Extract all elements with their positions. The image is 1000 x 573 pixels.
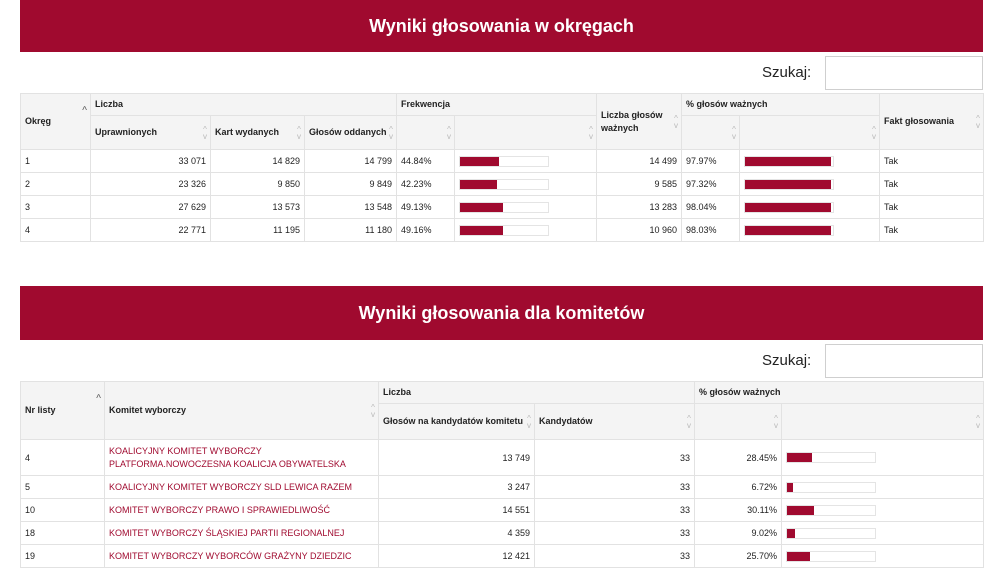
- komitet-link[interactable]: KOMITET WYBORCZY WYBORCÓW GRAŻYNY DZIEDZIC: [109, 550, 352, 561]
- progress-bar-fill: [460, 203, 503, 212]
- progress-bar: [459, 156, 549, 167]
- sort-icon: ^ v: [297, 124, 301, 141]
- frekwencja-cell: 42.23%: [397, 173, 455, 196]
- uprawnionych-cell: 33 071: [91, 150, 211, 173]
- bar-cell: [782, 440, 984, 476]
- col-group-proc-waznych: % głosów ważnych: [695, 382, 984, 404]
- col-komitet[interactable]: Komitet wyborczy ^ v: [105, 382, 379, 440]
- progress-bar-fill: [460, 226, 503, 235]
- progress-bar: [459, 202, 549, 213]
- uprawnionych-cell: 23 326: [91, 173, 211, 196]
- sort-icon: ^ v: [976, 413, 981, 430]
- progress-bar-fill: [460, 157, 499, 166]
- wazne-cell: 13 283: [597, 196, 682, 219]
- col-group-liczba: Liczba: [379, 382, 695, 404]
- proc-cell: 97.32%: [682, 173, 740, 196]
- bar-cell: [782, 499, 984, 522]
- wazne-cell: 9 585: [597, 173, 682, 196]
- col-group-frekwencja: Frekwencja: [397, 94, 597, 116]
- col-fakt[interactable]: Fakt głosowania ^ v: [880, 94, 984, 150]
- col-uprawnionych[interactable]: Uprawnionych ^ v: [91, 116, 211, 150]
- progress-bar: [786, 528, 876, 539]
- nr-listy-cell: 18: [21, 522, 105, 545]
- progress-bar: [459, 179, 549, 190]
- fakt-cell: Tak: [880, 219, 984, 242]
- bar-cell: [740, 173, 880, 196]
- sort-icon: ^ v: [389, 124, 394, 141]
- progress-bar-fill: [787, 453, 812, 462]
- progress-bar-fill: [460, 180, 497, 189]
- sort-icon: ^ v: [872, 124, 877, 141]
- table-row: [21, 440, 984, 476]
- progress-bar: [786, 505, 876, 516]
- table-row: [21, 499, 984, 522]
- sort-icon: ^ v: [589, 124, 594, 141]
- sort-icon: ^ v: [371, 402, 375, 419]
- col-glosow[interactable]: Głosów oddanych ^ v: [305, 116, 397, 150]
- glosow-cell: 13 749: [379, 440, 535, 476]
- section-title-okregi: Wyniki głosowania w okręgach: [20, 0, 983, 52]
- nr-listy-cell: 4: [21, 440, 105, 476]
- kart-cell: 13 573: [211, 196, 305, 219]
- progress-bar: [744, 156, 834, 167]
- glosow-cell: 14 799: [305, 150, 397, 173]
- kandydatow-cell: 33: [535, 476, 695, 499]
- glosow-cell: 12 421: [379, 545, 535, 568]
- komitet-link[interactable]: KOMITET WYBORCZY ŚLĄSKIEJ PARTII REGIONALNEJ: [109, 527, 345, 538]
- bar-cell: [455, 173, 597, 196]
- proc-cell: 6.72%: [695, 476, 782, 499]
- sort-icon: ^ v: [527, 413, 531, 430]
- col-frekwencja-value[interactable]: [397, 116, 455, 150]
- col-proc-bar[interactable]: [782, 404, 984, 440]
- progress-bar-fill: [745, 180, 831, 189]
- nr-listy-cell: 19: [21, 545, 105, 568]
- sort-icon: ^ v: [447, 124, 452, 141]
- col-nr-listy[interactable]: Nr listy ^: [21, 382, 105, 440]
- col-proc-bar[interactable]: [740, 116, 880, 150]
- frekwencja-cell: 49.13%: [397, 196, 455, 219]
- glosow-cell: 14 551: [379, 499, 535, 522]
- sort-icon: ^ v: [687, 413, 692, 430]
- sort-icon: ^ v: [732, 124, 737, 141]
- kandydatow-cell: 33: [535, 522, 695, 545]
- table-row: [21, 476, 984, 499]
- col-okreg[interactable]: Okręg ^: [21, 94, 91, 150]
- sort-icon: ^ v: [203, 124, 207, 141]
- sort-icon: ^ v: [976, 113, 981, 130]
- frekwencja-cell: 44.84%: [397, 150, 455, 173]
- search-row-okregi: [0, 56, 983, 90]
- search-row-komitety: [0, 344, 983, 378]
- nr-listy-cell: 5: [21, 476, 105, 499]
- col-kart[interactable]: Kart wydanych ^ v: [211, 116, 305, 150]
- sort-ascending-icon: ^: [96, 393, 101, 405]
- wazne-cell: 14 499: [597, 150, 682, 173]
- bar-cell: [740, 150, 880, 173]
- sort-icon: ^ v: [774, 413, 779, 430]
- kart-cell: 11 195: [211, 219, 305, 242]
- bar-cell: [455, 219, 597, 242]
- section-title-komitety: Wyniki głosowania dla komitetów: [20, 286, 983, 340]
- proc-cell: 28.45%: [695, 440, 782, 476]
- col-proc-value[interactable]: [682, 116, 740, 150]
- search-label: Szukaj:: [762, 64, 812, 81]
- progress-bar-fill: [787, 506, 813, 515]
- proc-cell: 97.97%: [682, 150, 740, 173]
- progress-bar: [744, 202, 834, 213]
- bar-cell: [455, 196, 597, 219]
- proc-cell: 30.11%: [695, 499, 782, 522]
- bar-cell: [740, 196, 880, 219]
- col-frekwencja-bar[interactable]: [455, 116, 597, 150]
- uprawnionych-cell: 27 629: [91, 196, 211, 219]
- komitet-link[interactable]: KOALICYJNY KOMITET WYBORCZY SLD LEWICA RAZEM: [109, 481, 353, 492]
- wazne-cell: 10 960: [597, 219, 682, 242]
- table-row: [21, 522, 984, 545]
- okreg-cell: 4: [21, 219, 91, 242]
- progress-bar: [744, 179, 834, 190]
- progress-bar-fill: [745, 203, 831, 212]
- progress-bar: [786, 482, 876, 493]
- proc-cell: 98.03%: [682, 219, 740, 242]
- col-kandydatow[interactable]: Kandydatów ^ v: [535, 404, 695, 440]
- progress-bar-fill: [745, 157, 831, 166]
- progress-bar: [786, 551, 876, 562]
- table-row: [21, 219, 984, 242]
- col-group-liczba: Liczba: [91, 94, 397, 116]
- progress-bar-fill: [787, 529, 795, 538]
- progress-bar-fill: [745, 226, 831, 235]
- bar-cell: [740, 219, 880, 242]
- okreg-cell: 2: [21, 173, 91, 196]
- kandydatow-cell: 33: [535, 440, 695, 476]
- komitet-cell: [105, 522, 379, 545]
- table-row: [21, 196, 984, 219]
- sort-ascending-icon: ^: [82, 105, 87, 116]
- okreg-cell: 3: [21, 196, 91, 219]
- uprawnionych-cell: 22 771: [91, 219, 211, 242]
- bar-cell: [782, 476, 984, 499]
- search-input-komitety[interactable]: [825, 344, 983, 378]
- col-group-proc-waznych: % głosów ważnych: [682, 94, 880, 116]
- bar-cell: [455, 150, 597, 173]
- progress-bar-fill: [787, 552, 810, 561]
- search-label: Szukaj:: [762, 352, 812, 369]
- kart-cell: 14 829: [211, 150, 305, 173]
- okreg-cell: 1: [21, 150, 91, 173]
- glosow-cell: 11 180: [305, 219, 397, 242]
- fakt-cell: Tak: [880, 150, 984, 173]
- col-glosow-na[interactable]: Głosów na kandydatów komitetu ^ v: [379, 404, 535, 440]
- komitet-link[interactable]: KOALICYJNY KOMITET WYBORCZY PLATFORMA.NOWOCZESNA KOALICJA OBYWATELSKA: [109, 445, 346, 469]
- glosow-cell: 9 849: [305, 173, 397, 196]
- kandydatow-cell: 33: [535, 545, 695, 568]
- komitet-cell: [105, 499, 379, 522]
- progress-bar: [459, 225, 549, 236]
- fakt-cell: Tak: [880, 196, 984, 219]
- glosow-cell: 4 359: [379, 522, 535, 545]
- proc-cell: 98.04%: [682, 196, 740, 219]
- search-input-okregi[interactable]: [825, 56, 983, 90]
- bar-cell: [782, 545, 984, 568]
- kandydatow-cell: 33: [535, 499, 695, 522]
- okregi-table: [20, 93, 984, 242]
- komitet-cell: [105, 545, 379, 568]
- komitet-cell: [105, 476, 379, 499]
- table-row: [21, 545, 984, 568]
- sort-icon: ^ v: [674, 113, 679, 130]
- komitety-table: [20, 381, 984, 568]
- table-row: [21, 173, 984, 196]
- glosow-cell: 13 548: [305, 196, 397, 219]
- nr-listy-cell: 10: [21, 499, 105, 522]
- komitet-cell: [105, 440, 379, 476]
- progress-bar-fill: [787, 483, 793, 492]
- komitet-link[interactable]: KOMITET WYBORCZY PRAWO I SPRAWIEDLIWOŚĆ: [109, 504, 331, 515]
- col-proc-value[interactable]: [695, 404, 782, 440]
- progress-bar: [786, 452, 876, 463]
- progress-bar: [744, 225, 834, 236]
- frekwencja-cell: 49.16%: [397, 219, 455, 242]
- proc-cell: 9.02%: [695, 522, 782, 545]
- kart-cell: 9 850: [211, 173, 305, 196]
- glosow-cell: 3 247: [379, 476, 535, 499]
- proc-cell: 25.70%: [695, 545, 782, 568]
- col-liczba-waznych[interactable]: Liczba głosów ważnych ^ v: [597, 94, 682, 150]
- fakt-cell: Tak: [880, 173, 984, 196]
- bar-cell: [782, 522, 984, 545]
- table-row: [21, 150, 984, 173]
